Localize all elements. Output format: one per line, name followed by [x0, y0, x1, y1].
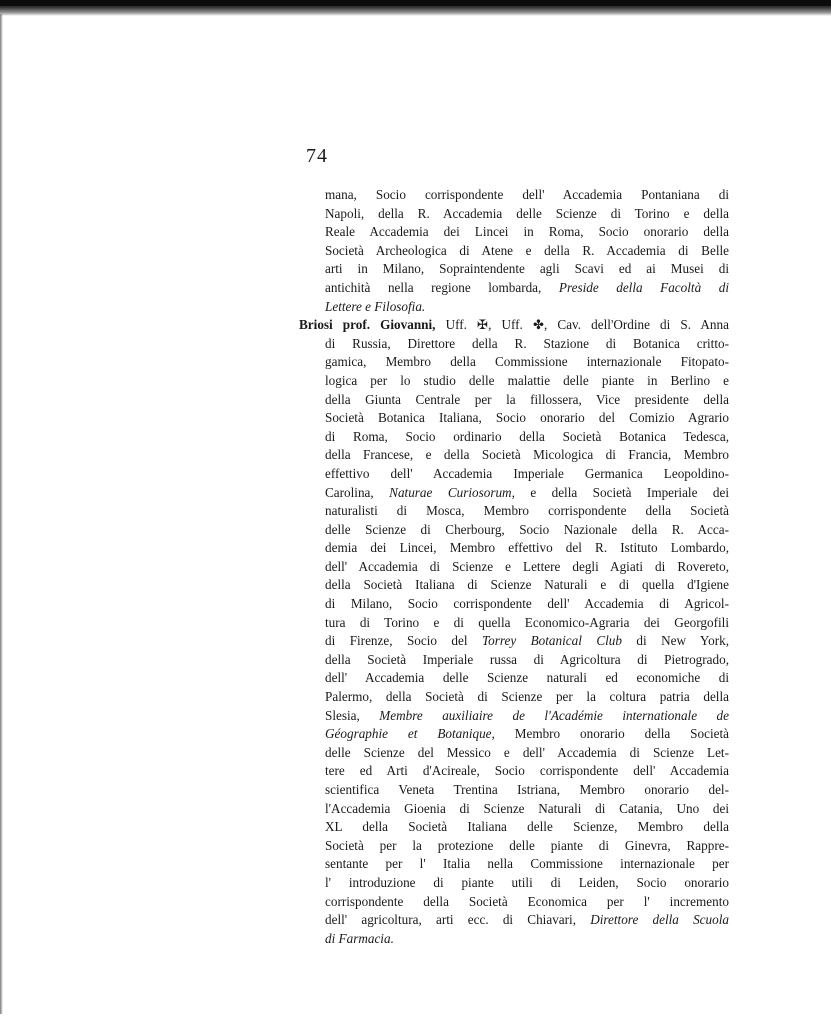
italic-segment: Torrey Botanical Club [481, 633, 622, 649]
text-segment: di New York, [621, 633, 729, 649]
text-line: di Farmacia. [325, 930, 394, 946]
italic-segment: Géographie et Botanique, [325, 726, 495, 742]
text-line: sentante per l' Italia nella Commissione internazionale per [325, 856, 729, 872]
text-line: corrispondente della Società Economica per l' incremento [325, 893, 729, 909]
text-line: Società per la protezione delle piante di Ginevra, Rappre- [325, 837, 729, 853]
italic-segment: Naturae Curiosorum, [389, 484, 515, 500]
text-line: effettivo dell' Accademia Imperiale Germanica Leopoldino- [325, 465, 729, 481]
text-line: della Società Italiana di Scienze Naturali e di quella d'Igiene [325, 577, 729, 593]
italic-segment: Membre auxiliaire de l'Académie internationale de [379, 707, 729, 723]
text-line: di Milano, Socio corrispondente dell' Accademia di Agricol- [325, 596, 729, 612]
scan-top-edge [0, 0, 831, 6]
italic-segment: Direttore della Scuola [590, 912, 729, 928]
text-line [299, 279, 729, 298]
text-line: logica per lo studio delle malattie delle piante in Berlino e [325, 372, 729, 388]
text-line: l'Accademia Gioenia di Scienze Naturali di Catania, Uno dei [325, 800, 729, 816]
text-line [299, 725, 729, 744]
text-line: tere ed Arti d'Acireale, Socio corrispondente dell' Accademia [325, 763, 729, 779]
text-line: scientifica Veneta Trentina Istriana, Membro onorario del- [325, 782, 729, 797]
text-line: Napoli, della R. Accademia delle Scienze di Torino e della [325, 205, 729, 221]
document-text [299, 186, 729, 948]
page-number: 74 [306, 145, 328, 167]
text-line: Società Botanica Italiana, Socio onorario del Comizio Agrario [325, 410, 729, 426]
scan-left-edge [0, 14, 3, 1014]
text-line: della Società Imperiale russa di Agricoltura di Pietrogrado, [325, 651, 729, 667]
text-line: arti in Milano, Sopraintendente agli Scavi ed ai Musei di [325, 261, 729, 277]
text-segment: di Firenze, Socio del [325, 633, 482, 649]
text-segment: e della Società Imperiale dei [514, 484, 729, 500]
text-segment: Slesia, [325, 707, 380, 723]
text-line: di Roma, Socio ordinario della Società Botanica Tedesca, [325, 428, 729, 444]
italic-segment: Preside della Facoltà di [558, 279, 729, 295]
text-line: gamica, Membro della Commissione internazionale Fitopato- [325, 354, 729, 370]
text-line: dell' Accademia di Scienze e Lettere degli Agiati di Rovereto, [325, 558, 729, 574]
text-line: naturalisti di Mosca, Membro corrispondente della Società [325, 503, 729, 519]
text-segment: antichità nella regione lombarda, [325, 279, 559, 295]
text-segment: Membro onorario della Società [494, 726, 729, 742]
text-line: della Giunta Centrale per la fillossera, Vice presidente della [325, 391, 729, 407]
text-line: Palermo, della Società di Scienze per la coltura patria della [325, 689, 729, 705]
text-line [299, 316, 729, 335]
text-line: delle Scienze di Cherbourg, Socio Nazionale della R. Acca- [325, 521, 729, 537]
text-segment: Uff. ✠, Uff. ✤, Cav. dell'Ordine di S. Anna [435, 317, 729, 333]
text-line: di Russia, Direttore della R. Stazione di Botanica critto- [325, 335, 729, 351]
text-line [299, 632, 729, 651]
entry-name: Briosi prof. Giovanni, [299, 317, 436, 333]
text-line: mana, Socio corrispondente dell' Accademia Pontaniana di [325, 187, 729, 202]
text-line: l' introduzione di piante utili di Leiden, Socio onorario [325, 874, 729, 890]
text-segment: dell' agricoltura, arti ecc. di Chiavari, [325, 912, 591, 928]
text-line: Società Archeologica di Atene e della R. Accademia di Belle [325, 242, 729, 258]
text-segment: Carolina, [325, 484, 390, 500]
text-line [299, 707, 729, 726]
text-line: demia dei Lincei, Membro effettivo del R. Istituto Lombardo, [325, 540, 729, 556]
text-line [299, 911, 729, 930]
text-line: Lettere e Filosofia. [325, 298, 426, 314]
text-line: delle Scienze del Messico e dell' Accademia di Scienze Let- [325, 744, 729, 760]
text-line: tura di Torino e di quella Economico-Agraria dei Georgofili [325, 614, 729, 630]
text-line [299, 484, 729, 503]
text-line: della Francese, e della Società Micologica di Francia, Membro [325, 447, 729, 463]
text-line: Reale Accademia dei Lincei in Roma, Socio onorario della [325, 224, 729, 240]
text-line: dell' Accademia delle Scienze naturali ed economiche di [325, 670, 729, 686]
text-line: XL della Società Italiana delle Scienze, Membro della [325, 819, 729, 835]
